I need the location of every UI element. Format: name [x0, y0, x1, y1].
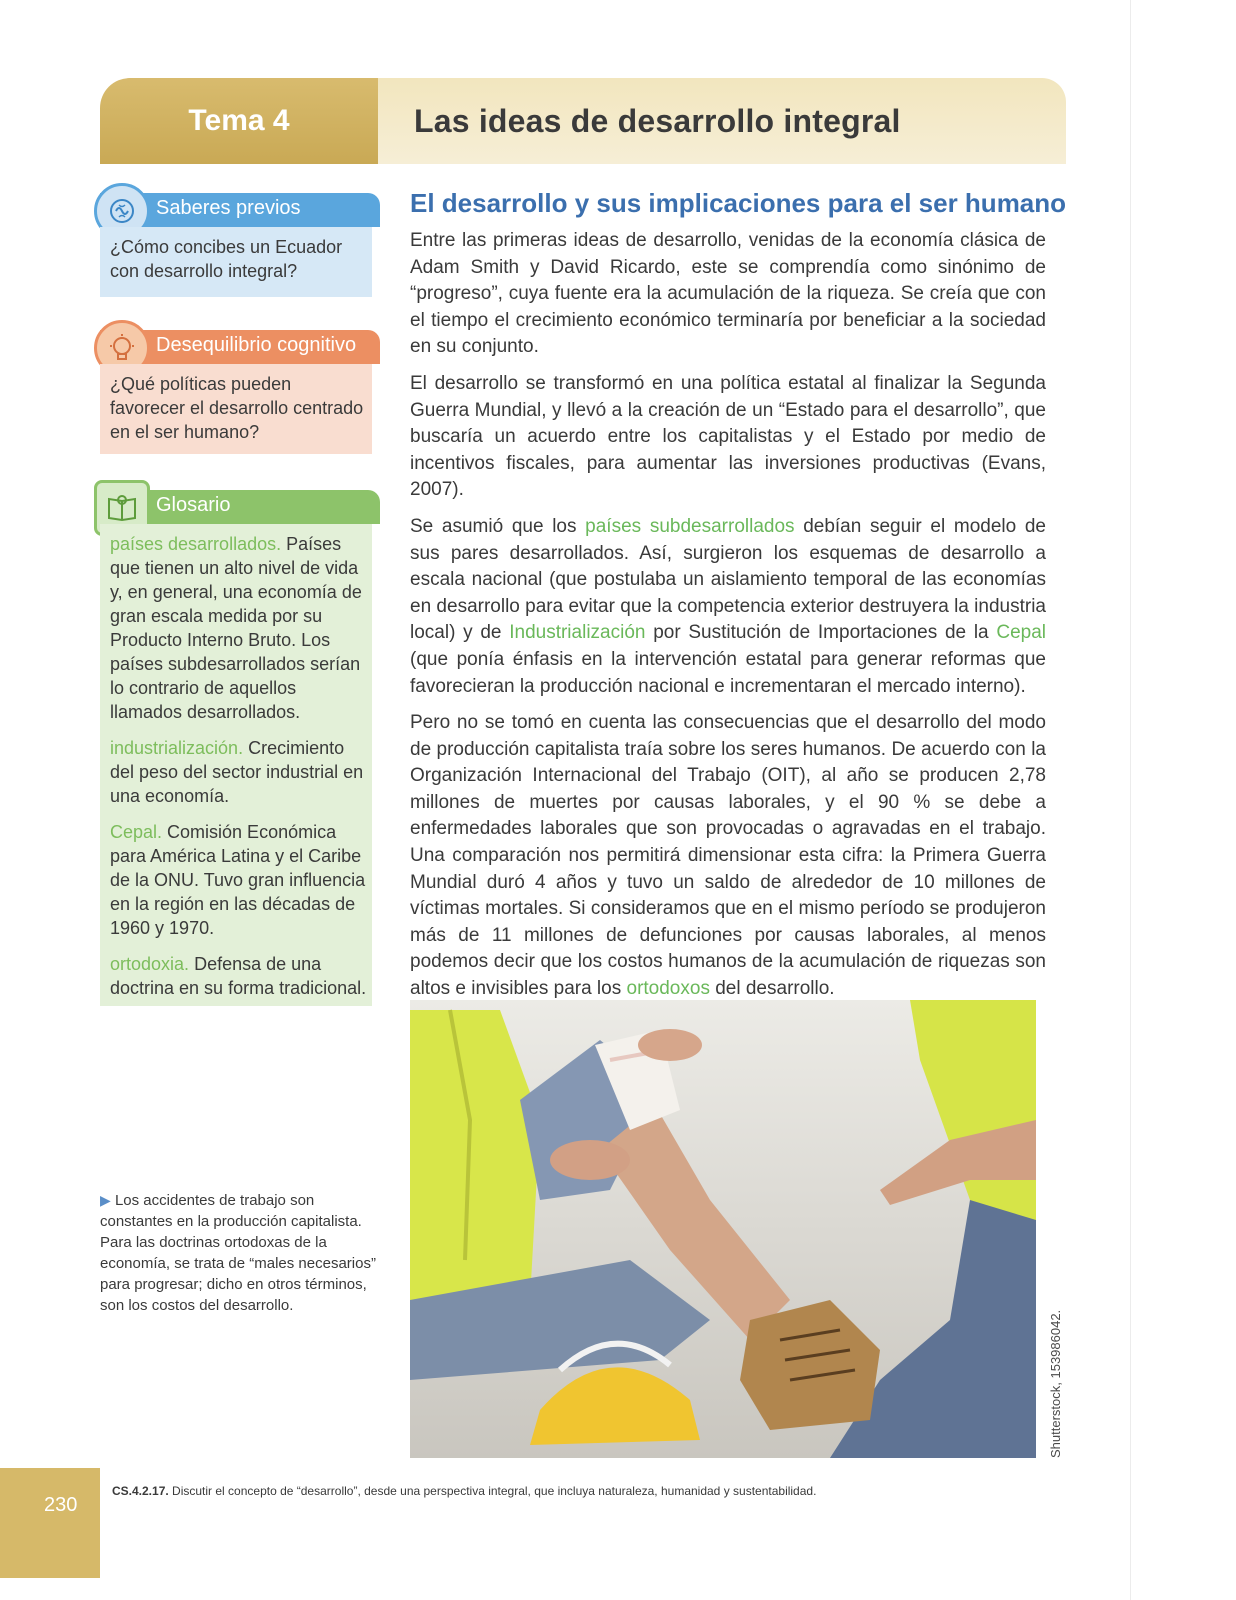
glosario-definition: Comisión Económica para América Latina y el Caribe de la ONU. Tuvo gran influencia en la región en las décadas de 1960 y 1970. [110, 822, 366, 938]
paragraph-2: El desarrollo se transformó en una política estatal al finalizar la Segunda Guerra Mundial, y llevó a la creación de un “Estado para el desarrollo”, que buscaría un acuerdo entre los capitalistas y el Estado por medio de incentivos fiscales, para aumentar las inversiones productivas (Evans, 2007). [410, 372, 1046, 501]
page-number: 230 [44, 1494, 78, 1516]
glosario-term: países desarrollados. [110, 534, 282, 554]
saberes-previos-box [100, 193, 380, 297]
caption-text: Los accidentes de trabajo son constantes en la producción capitalista. Para las doctrinas ortodoxas de la economía, se trata de “males necesarios” para progresar; dicho en otros términos, son los costos del desarrollo. [100, 1192, 376, 1314]
tema-label: Tema 4 [188, 104, 290, 137]
glosario-box [100, 490, 380, 1010]
highlight-term: Cepal [996, 622, 1046, 644]
skill-note [112, 1484, 816, 1498]
glosario-entry [110, 820, 368, 940]
worker-injury-photo [410, 1000, 1036, 1458]
glosario-entry [110, 952, 368, 1000]
highlight-term: ortodoxos [626, 978, 710, 1000]
page-edge [1130, 0, 1131, 1600]
text-run: Pero no se tomó en cuenta las consecuencias que el desarrollo del modo de producción capitalista traía sobre los seres humanos. De acuerdo con la Organización Internacional del Trabajo (OIT), al año se producen 2,78 millones de muertes por causas laborales, y el 90 % se debe a enfermedades laborales que son provocadas o agravadas en el trabajo. Una comparación nos permitirá dimensionar esta cifra: la Primera Guerra Mundial duró 4 años y tuvo un saldo de alrededor de 10 millones de víctimas mortales. Si consideramos que en el mismo período se produjeron más de 11 millones de defunciones por causas laborales, al menos podemos decir que los costos humanos de la acumulación de riquezas son altos e invisibles para los [410, 712, 1046, 1000]
photo-caption [100, 1190, 382, 1316]
glosario-definition: Defensa de una doctrina en su forma tradicional. [110, 954, 367, 998]
saberes-previos-text: ¿Cómo concibes un Ecuador con desarrollo integral? [100, 227, 372, 297]
glosario-label: Glosario [156, 494, 231, 516]
paragraph-1: Entre las primeras ideas de desarrollo, venidas de la economía clásica de Adam Smith y David Ricardo, este se comprendía como sinónimo de “progreso”, cuya fuente era la acumulación de la riqueza. Se creía que con el tiempo el crecimiento económico terminaría por beneficiar a la sociedad en su conjunto. [410, 230, 1046, 358]
text-run: debían seguir el modelo de sus pares desarrollados. Así, surgieron los esquemas de desarrollo a escala nacional (que postulaba un aislamiento temporal de las economías en desarrollo para evitar que la competencia exterior destruyera la industria local) y de [410, 515, 1046, 644]
photo-credit: Shutterstock, 153986042. [1048, 1309, 1063, 1458]
caption-arrow-icon: ▶ [100, 1192, 111, 1208]
desequilibrio-cognitivo-box [100, 330, 380, 454]
glosario-definition: Países que tienen un alto nivel de vida y, en general, una economía de gran escala medida por su Producto Interno Bruto. Los países subdesarrollados serían lo contrario de aquellos llamados desarrollados. [110, 534, 362, 722]
page-number-box [0, 1468, 100, 1578]
glosario-entries [100, 524, 372, 1006]
header-banner [100, 78, 1066, 164]
main-text [410, 228, 1046, 1013]
text-run: Se asumió que los [410, 515, 586, 537]
glosario-term: Cepal. [110, 822, 163, 842]
tema-label-box [100, 78, 378, 164]
desequilibrio-cognitivo-label: Desequilibrio cognitivo [156, 334, 357, 356]
highlight-term: Industrialización [509, 622, 646, 644]
desequilibrio-cognitivo-text: ¿Qué políticas pueden favorecer el desarrollo centrado en el ser humano? [100, 364, 372, 454]
glosario-term: ortodoxia. [110, 954, 190, 974]
glosario-entry [110, 532, 368, 724]
glosario-definition: Crecimiento del peso del sector industrial en una economía. [110, 738, 364, 806]
paragraph-3 [410, 514, 1046, 700]
skill-code: CS.4.2.17. [112, 1484, 169, 1498]
glosario-term: industrialización. [110, 738, 244, 758]
skill-text: Discutir el concepto de “desarrollo”, desde una perspectiva integral, que incluya naturaleza, humanidad y sustentabilidad. [168, 1484, 817, 1498]
text-run: del desarrollo. [709, 978, 835, 1000]
page-title-box [378, 78, 1066, 164]
text-run: (que ponía énfasis en la intervención estatal para generar reformas que favorecieran la producción nacional e incrementaran el mercado interno). [410, 648, 1046, 697]
paragraph-4 [410, 710, 1046, 1003]
text-run: por Sustitución de Importaciones de la [645, 622, 997, 644]
glosario-entry [110, 736, 368, 808]
saberes-previos-label: Saberes previos [156, 197, 301, 219]
highlight-term: países subdesarrollados [585, 515, 795, 537]
section-title: El desarrollo y sus implicaciones para el ser humano [410, 188, 1067, 218]
page-title: Las ideas de desarrollo integral [414, 102, 901, 139]
